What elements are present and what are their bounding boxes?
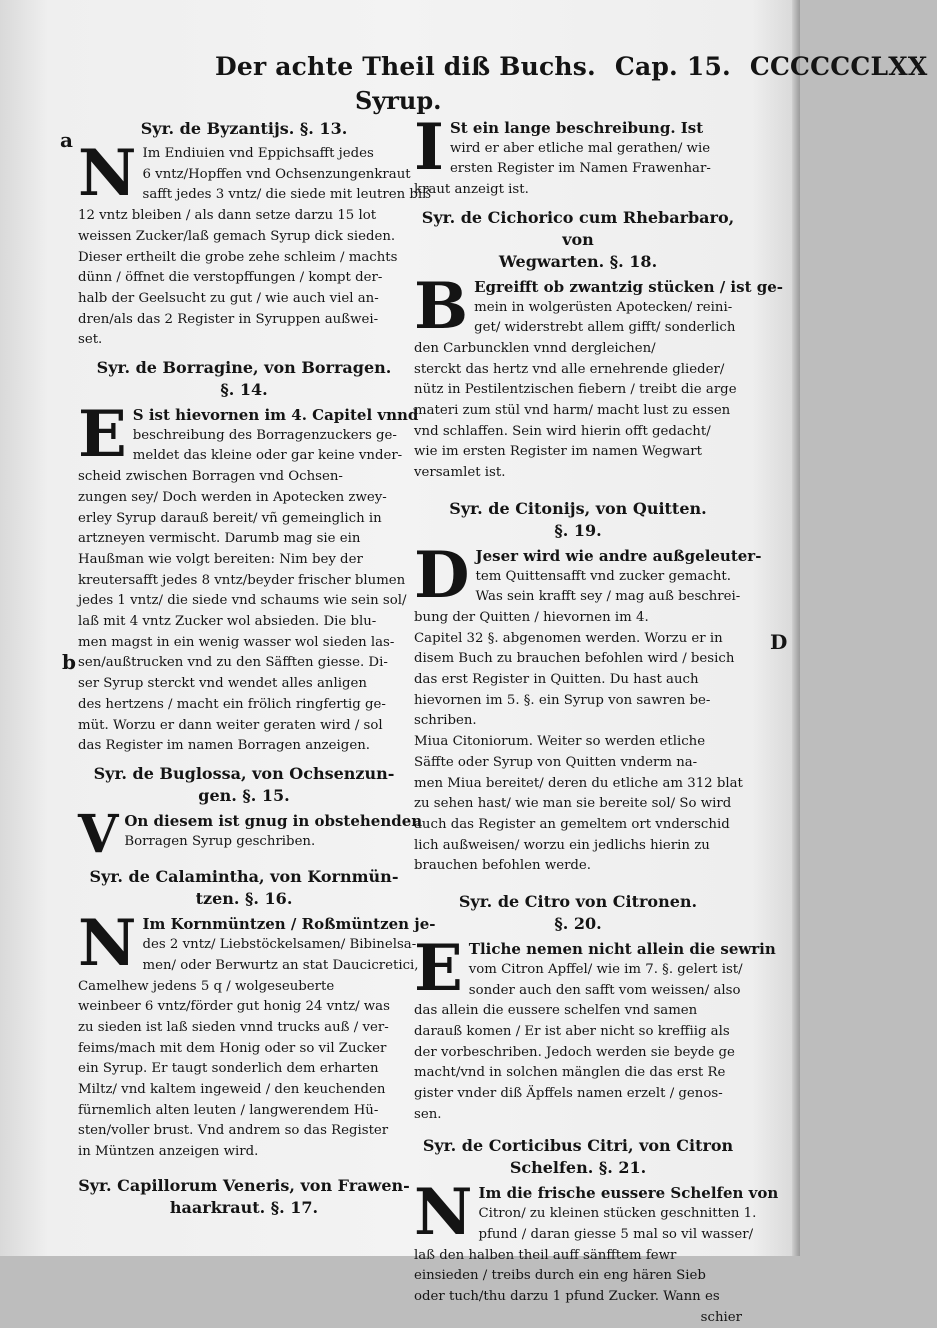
running-header bbox=[215, 52, 928, 86]
text-line: Egreifft ob zwantzig stücken / ist ge- bbox=[474, 277, 783, 296]
text-line: ser Syrup sterckt vnd wendet alles anligen bbox=[78, 676, 367, 692]
paragraph-s18 bbox=[414, 268, 783, 484]
initial-letter: N bbox=[414, 1175, 473, 1251]
text-line: artzneyen vermischt. Darumb mag sie ein bbox=[78, 531, 361, 547]
heading-s15-line1: Syr. de Buglossa, von Ochsenzun- bbox=[93, 763, 395, 783]
paragraph-s17-continued bbox=[414, 110, 742, 201]
text-line: darauß komen / Er ist aber nicht so kreffiig als bbox=[414, 1023, 730, 1039]
heading-s14-line1: Syr. de Borragine, von Borragen. bbox=[96, 358, 392, 378]
header-folio: CCCCCCLXX bbox=[749, 52, 928, 81]
text-line: sen. bbox=[414, 1106, 442, 1122]
text-line: bung der Quitten / hievornen im 4. bbox=[414, 609, 649, 625]
text-line: beschreibung des Borragenzuckers ge- bbox=[132, 427, 397, 443]
text-line: safft jedes 3 vntz/ die siede mit leutren biß bbox=[142, 187, 432, 203]
text-line: des 2 vntz/ Liebstöckelsamen/ Bibinelsa- bbox=[142, 937, 417, 953]
text-line: des hertzens / macht ein frölich ringfertig ge- bbox=[78, 696, 386, 712]
text-line: Borragen Syrup geschriben. bbox=[124, 833, 316, 849]
heading-s21-line1: Syr. de Corticibus Citri, von Citron bbox=[422, 1136, 734, 1156]
text-line: scheid zwischen Borragen vnd Ochsen- bbox=[78, 469, 343, 485]
initial-letter: D bbox=[414, 537, 470, 613]
text-line: erley Syrup darauß bereit/ vñ gemeinglich in bbox=[78, 510, 382, 526]
text-line: Säffte oder Syrup von Quitten vnderm na- bbox=[414, 754, 698, 770]
text-line: versamlet ist. bbox=[414, 465, 506, 481]
text-line: St ein lange beschreibung. Ist bbox=[449, 119, 704, 137]
text-line: On diesem ist gnug in obstehenden bbox=[124, 811, 423, 830]
page-edge-shadow bbox=[792, 0, 800, 1256]
text-line: weinbeer 6 vntz/förder gut honig 24 vntz/ was bbox=[78, 999, 390, 1015]
text-line: laß den halben theil auff sänfftem fewr bbox=[414, 1247, 677, 1263]
text-line: materi zum stül vnd harm/ macht lust zu essen bbox=[414, 403, 731, 419]
text-line: vom Citron Apffel/ wie im 7. §. gelert ist/ bbox=[468, 961, 743, 977]
text-line: 6 vntz/Hopffen vnd Ochsenzungenkraut bbox=[142, 166, 411, 182]
heading-s15-line2: gen. §. 15. bbox=[198, 785, 290, 805]
text-line: Citron/ zu kleinen stücken geschnitten 1. bbox=[478, 1206, 757, 1222]
paragraph-s13 bbox=[78, 136, 432, 351]
initial-letter: N bbox=[78, 136, 137, 211]
text-line: ersten Register im Namen Frawenhar- bbox=[449, 161, 711, 177]
text-line: men Miua bereitet/ deren du etliche am 312 blat bbox=[414, 775, 743, 791]
text-line: halb der Geelsucht zu gut / wie auch viel an- bbox=[78, 290, 379, 306]
heading-s17-line2: haarkraut. §. 17. bbox=[169, 1197, 319, 1217]
text-line: sterckt das hertz vnd alle ernehrende glieder/ bbox=[414, 361, 725, 377]
heading-s19 bbox=[414, 498, 742, 542]
text-line: zu sehen hast/ wie man sie bereite sol/ So wird bbox=[414, 796, 732, 812]
heading-s17-line1: Syr. Capillorum Veneris, von Frawen- bbox=[78, 1175, 410, 1195]
header-chapter: Cap. 15. bbox=[614, 52, 731, 81]
initial-letter: E bbox=[78, 397, 127, 473]
heading-s20-line1: Syr. de Citro von Citronen. bbox=[458, 892, 698, 912]
margin-letter-a: a bbox=[60, 128, 73, 152]
text-line: das erst Register in Quitten. Du hast auch bbox=[414, 672, 699, 688]
text-line: wird er aber etliche mal gerathen/ wie bbox=[449, 140, 711, 156]
text-line: einsieden / treibs durch ein eng hären Sieb bbox=[414, 1268, 706, 1284]
heading-s21-line2: Schelfen. §. 21. bbox=[509, 1158, 647, 1178]
text-line: Miltz/ vnd kaltem ingeweid / den keuchenden bbox=[78, 1082, 386, 1098]
heading-s13: Syr. de Byzantijs. §. 13. bbox=[140, 119, 348, 138]
initial-letter: N bbox=[78, 906, 137, 982]
text-line: Haußman wie volgt bereiten: Nim bey der bbox=[78, 551, 363, 567]
text-line: Camelhew jedens 5 q / wolgeseuberte bbox=[78, 978, 335, 994]
text-line: auch das Register an gemeltem ort vnderschid bbox=[414, 816, 730, 832]
text-line: pfund / daran giesse 5 mal so vil wasser/ bbox=[478, 1226, 754, 1242]
text-line: fürnemlich alten leuten / langwerendem Hü- bbox=[78, 1102, 379, 1118]
text-line: hievornen im 5. §. ein Syrup von sawren be- bbox=[414, 692, 711, 708]
text-line: lich außweisen/ worzu ein jedlichs hierin zu bbox=[414, 837, 710, 853]
heading-s19-line2: §. 19. bbox=[554, 520, 602, 540]
heading-s18 bbox=[414, 207, 742, 273]
header-title: Der achte Theil diß Buchs. bbox=[215, 52, 596, 81]
text-line: get/ widerstrebt allem gifft/ sonderlich bbox=[474, 320, 736, 336]
heading-s19-line1: Syr. de Citonijs, von Quitten. bbox=[449, 498, 707, 518]
text-line: wie im ersten Register im namen Wegwart bbox=[414, 444, 702, 460]
left-column bbox=[78, 118, 436, 1223]
paragraph-s20 bbox=[414, 931, 776, 1125]
text-line: sten/voller brust. Vnd andrem so das Register bbox=[78, 1123, 389, 1139]
text-line: der vorbeschriben. Jedoch werden sie beyde ge bbox=[414, 1044, 735, 1060]
text-line: nütz in Pestilentzischen fiebern / treibt die arge bbox=[414, 382, 737, 398]
heading-s18-line2: Wegwarten. §. 18. bbox=[498, 251, 658, 271]
initial-letter: I bbox=[414, 110, 444, 185]
text-line: müt. Worzu er dann weiter geraten wird / sol bbox=[78, 717, 383, 733]
section-subtitle: Syrup. bbox=[355, 86, 442, 115]
text-line: Capitel 32 §. abgenomen werden. Worzu er in bbox=[414, 630, 723, 646]
text-line: dünn / öffnet die verstopffungen / kompt der- bbox=[78, 270, 383, 286]
paragraph-s15 bbox=[78, 803, 423, 865]
heading-s21 bbox=[414, 1135, 742, 1179]
text-line: kreutersafft jedes 8 vntz/beyder frischer blumen bbox=[78, 572, 406, 588]
initial-letter: E bbox=[414, 931, 463, 1007]
text-line: vnd schlaffen. Sein wird hierin offt gedacht/ bbox=[414, 423, 711, 439]
text-line: sen/außtrucken vnd zu den Säfften giesse. Di- bbox=[78, 655, 388, 671]
text-line: tem Quittensafft vnd zucker gemacht. bbox=[475, 568, 731, 584]
paragraph-s14 bbox=[78, 397, 419, 757]
text-line: oder tuch/thu darzu 1 pfund Zucker. Wann es bbox=[414, 1288, 720, 1304]
text-line: zungen sey/ Doch werden in Apotecken zwey- bbox=[78, 489, 387, 505]
initial-letter: V bbox=[78, 803, 119, 865]
margin-letter-d: D bbox=[770, 630, 788, 654]
text-line: in Müntzen anzeigen wird. bbox=[78, 1144, 259, 1160]
text-line: Miua Citoniorum. Weiter so werden etliche bbox=[414, 734, 706, 750]
margin-letter-b: b bbox=[62, 650, 76, 674]
right-column bbox=[414, 110, 783, 1328]
catchword: schier bbox=[700, 1309, 742, 1325]
heading-s20 bbox=[414, 891, 742, 935]
text-line: mein in wolgerüsten Apotecken/ reini- bbox=[474, 299, 733, 315]
heading-s20-line2: §. 20. bbox=[554, 914, 602, 934]
text-line: das allein die eussere schelfen vnd samen bbox=[414, 1003, 698, 1019]
text-line: meldet das kleine oder gar keine vnder- bbox=[132, 448, 403, 464]
text-line: laß mit 4 vntz Zucker wol absieden. Die blu- bbox=[78, 614, 377, 630]
text-line: Was sein krafft sey / mag auß beschrei- bbox=[475, 589, 741, 605]
text-line: ein Syrup. Er taugt sonderlich dem erharten bbox=[78, 1061, 379, 1077]
paragraph-s21 bbox=[414, 1175, 779, 1328]
text-line: men/ oder Berwurtz an stat Daucicretici, bbox=[142, 957, 419, 973]
text-line: sonder auch den safft vom weissen/ also bbox=[468, 982, 741, 998]
text-line: Im die frische eussere Schelfen von bbox=[478, 1184, 779, 1203]
text-line: Jeser wird wie andre außgeleuter- bbox=[475, 546, 762, 565]
paragraph-s19 bbox=[414, 537, 762, 877]
heading-s16-line2: tzen. §. 16. bbox=[195, 889, 293, 909]
text-line: Tliche nemen nicht allein die sewrin bbox=[468, 940, 776, 959]
text-line: jedes 1 vntz/ die siede vnd schaums wie sein sol/ bbox=[78, 593, 407, 609]
heading-s16 bbox=[78, 866, 410, 910]
text-line: zu sieden ist laß sieden vnnd trucks auß / ver- bbox=[78, 1019, 389, 1035]
text-line: brauchen befohlen werde. bbox=[414, 858, 592, 874]
text-line: men magst in ein wenig wasser wol sieden las- bbox=[78, 634, 395, 650]
text-line: schriben. bbox=[414, 713, 477, 729]
text-line: das Register im namen Borragen anzeigen. bbox=[78, 738, 370, 754]
text-line: 12 vntz bleiben / als dann setze darzu 15 lot bbox=[78, 208, 377, 224]
text-line: feims/mach mit dem Honig oder so vil Zucker bbox=[78, 1040, 387, 1056]
text-line: dren/als das 2 Register in Syruppen außwei- bbox=[78, 311, 379, 327]
text-line: macht/vnd in solchen mänglen die das erst Re bbox=[414, 1065, 726, 1081]
heading-s17 bbox=[78, 1175, 410, 1219]
text-line: Im Endiuien vnd Eppichsafft jedes bbox=[142, 146, 374, 161]
heading-s18-line1: Syr. de Cichorico cum Rhebarbaro, von bbox=[421, 207, 735, 249]
text-line: weissen Zucker/laß gemach Syrup dick sieden. bbox=[78, 228, 396, 244]
text-line: S ist hievornen im 4. Capitel vnnd bbox=[132, 406, 419, 425]
text-line: den Carbuncklen vnnd dergleichen/ bbox=[414, 340, 656, 356]
text-line: gister vnder diß Äpffels namen erzelt / genos- bbox=[414, 1086, 723, 1102]
heading-s16-line1: Syr. de Calamintha, von Kornmün- bbox=[89, 867, 399, 887]
initial-letter: B bbox=[414, 268, 469, 344]
heading-s14-line2: §. 14. bbox=[220, 380, 268, 400]
text-line: set. bbox=[78, 332, 103, 348]
heading-s14 bbox=[78, 357, 410, 401]
heading-s15 bbox=[78, 763, 410, 807]
text-line: Im Kornmüntzen / Roßmüntzen je- bbox=[142, 915, 436, 934]
text-line: kraut anzeigt ist. bbox=[414, 182, 529, 198]
text-line: disem Buch zu brauchen befohlen wird / besich bbox=[414, 651, 735, 667]
text-line: Dieser ertheilt die grobe zehe schleim / machts bbox=[78, 249, 398, 265]
